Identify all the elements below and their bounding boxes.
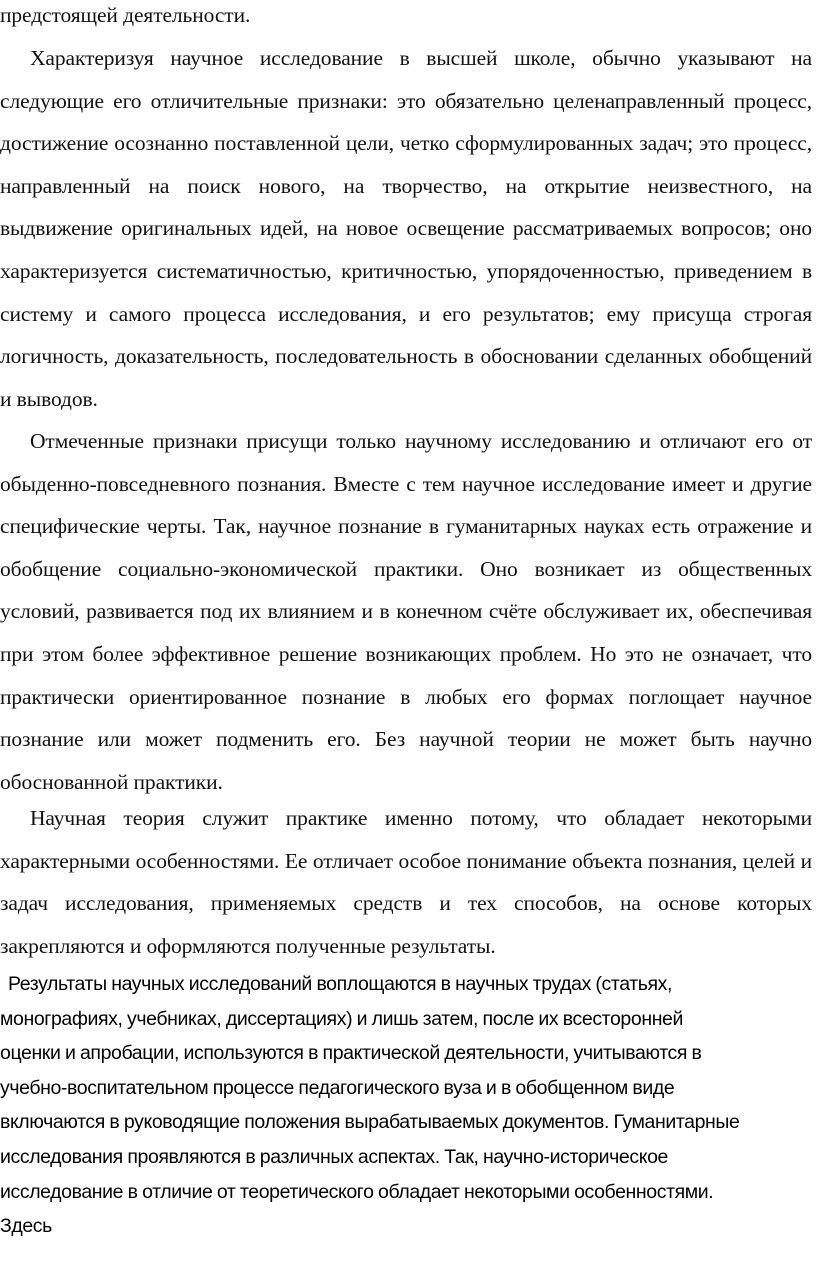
text-line: Результаты научных исследований воплощаются в научных трудах (статьях, [8,973,673,995]
paragraph-research-features: Характеризуя научное исследование в высшей школе, обычно указывают на следующие его отличительные признаки: это обязательно целенаправленный процесс, достижение осознанно поставленной цели, четко сформулированных задач; это процесс, направленный на поиск нового, на творчество, на открытие неизвестного, на выдвижение оригинальных идей, на новое освещение рассматриваемых вопросов; оно характеризуется систематичностью, критичностью, упорядоченностью, приведением в систему и самого процесса исследования, и его результатов; ему присуща строгая логичность, доказательность, последовательность в обосновании сделанных обобщений и выводов. [0,46,812,411]
paragraph-specific-traits: Отмеченные признаки присущи только научному исследованию и отличают его от обыденно-повседневного познания. Вместе с тем научное исследование имеет и другие специфические черты. Так, научное познание в гуманитарных науках есть отражение и обобщение социально-экономической практики. Оно возникает из общественных условий, развивается под их влиянием и в конечном счёте обслуживает их, обеспечивая при этом более эффективное решение возникающих проблем. Но это не означает, что практически ориентированное познание в любых его формах поглощает научное познание или может подменить его. Без научной теории не может быть научно обоснованной практики. [0,429,812,794]
paragraph-research-results [0,967,812,1244]
text-line: включаются в руководящие положения вырабатываемых документов. Гуманитарные [0,1111,740,1134]
lead-fragment: предстоящей деятельности. [0,3,251,27]
text-line: учебно-воспитательном процессе педагогического вуза и в обобщенном виде [0,1076,675,1099]
text-line: исследования проявляются в различных аспектах. Так, научно-историческое [0,1145,668,1168]
text-line: оценки и апробации, используются в практической деятельности, учитываются в [0,1042,702,1065]
text-line: исследование в отличие от теоретического обладает некоторыми особенностями. [0,1180,714,1203]
text-line: монографиях, учебниках, диссертациях) и лишь затем, после их всесторонней [0,1007,683,1030]
text-line: Здесь [0,1215,52,1238]
paragraph-scientific-theory: Научная теория служит практике именно потому, что обладает некоторыми характерными особенностями. Ее отличает особое понимание объекта познания, целей и задач исследования, применяемых средств и тех способов, на основе которых закрепляются и оформляются полученные результаты. [0,806,812,958]
